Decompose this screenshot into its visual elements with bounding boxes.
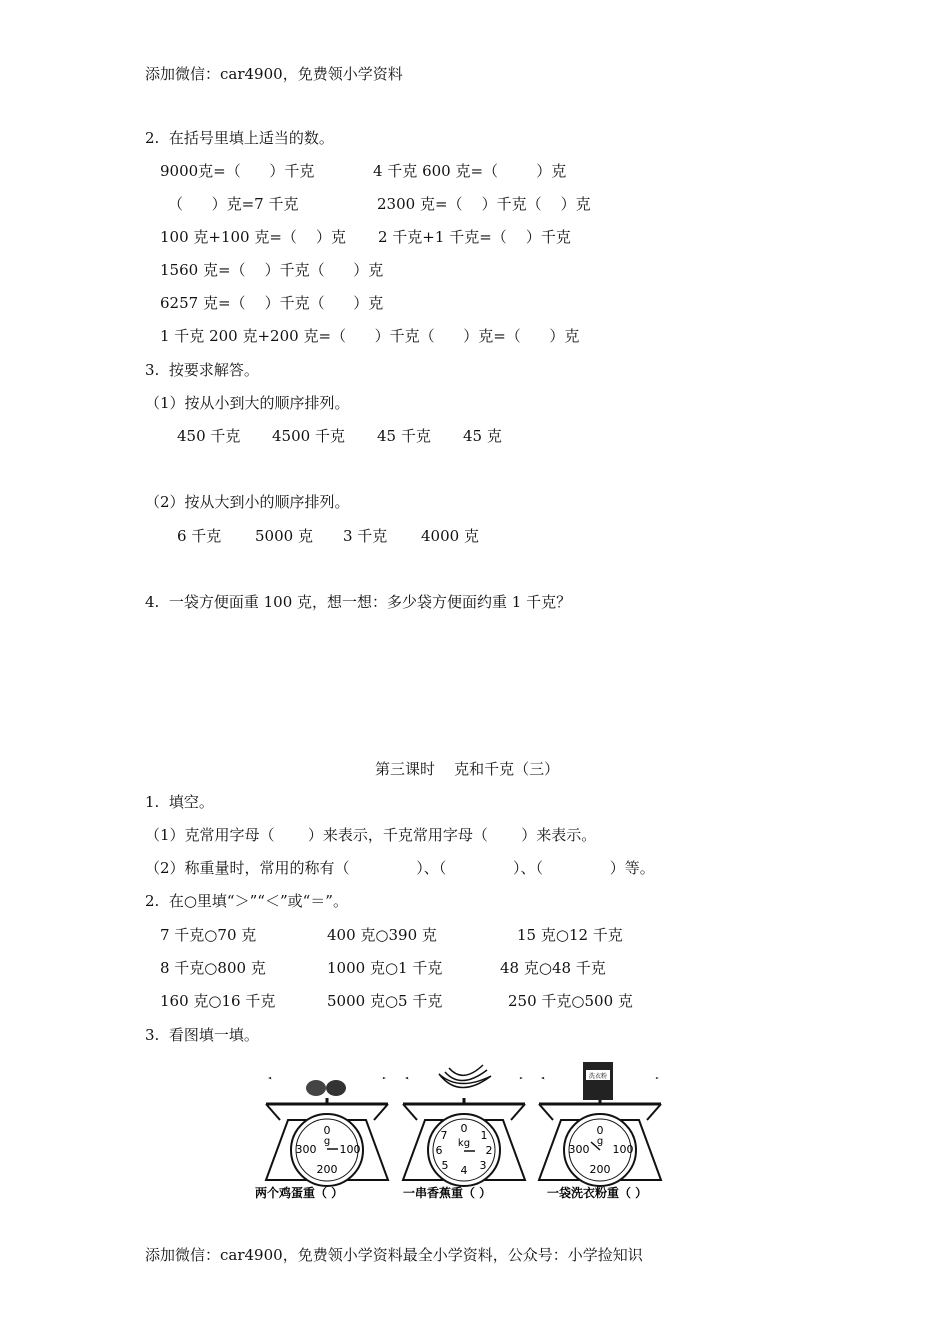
q2-row1-right: 4 千克 600 克=（ ）克 — [373, 162, 567, 180]
p2-q1-title: 1. 填空。 — [145, 793, 214, 811]
q2-row2-left: （ ）克=7 千克 — [168, 195, 299, 213]
svg-text:100: 100 — [612, 1143, 634, 1156]
compare-item: 48 克○48 千克 — [500, 959, 606, 977]
question-4-title: 4. 一袋方便面重 100 克，想一想：多少袋方便面约重 1 千克？ — [145, 593, 572, 611]
svg-text:100: 100 — [339, 1143, 361, 1156]
q3-sub2-item: 4000 克 — [421, 527, 479, 545]
question-2-title: 2. 在括号里填上适当的数。 — [145, 129, 334, 147]
p2-q3-title: 3. 看图填一填。 — [145, 1026, 259, 1044]
q2-row6: 1 千克 200 克+200 克=（ ）千克（ ）克=（ ）克 — [160, 327, 580, 345]
banana-scale — [403, 1065, 525, 1186]
egg-scale — [266, 1066, 388, 1186]
q2-row3-left: 100 克+100 克=（ ）克 — [160, 228, 347, 246]
svg-text:7: 7 — [440, 1129, 448, 1142]
compare-item: 5000 克○5 千克 — [327, 992, 443, 1010]
scale-label: 一串香蕉重（ ） — [403, 1186, 492, 1200]
svg-text:300: 300 — [568, 1143, 590, 1156]
compare-item: 400 克○390 克 — [327, 926, 437, 944]
q2-row1-left: 9000克=（ ）千克 — [160, 162, 315, 180]
scale-label: 两个鸡蛋重（ ） — [255, 1186, 344, 1200]
svg-text:0: 0 — [596, 1124, 604, 1137]
q3-sub1-item: 45 千克 — [377, 427, 431, 445]
q3-sub2-item: 6 千克 — [177, 527, 222, 545]
question-3-title: 3. 按要求解答。 — [145, 361, 259, 379]
svg-text:kg: kg — [457, 1138, 471, 1149]
svg-text:300: 300 — [295, 1143, 317, 1156]
page-footer: 添加微信：car4900，免费领小学资料最全小学资料，公众号：小学捡知识 — [145, 1246, 643, 1264]
q3-sub1-item: 450 千克 — [177, 427, 241, 445]
p2-q2-title: 2. 在○里填“＞”“＜”或“＝”。 — [145, 892, 348, 910]
egg-icon — [326, 1080, 346, 1096]
q3-sub1-item: 4500 千克 — [272, 427, 345, 445]
scales-figure — [255, 1058, 695, 1203]
compare-item: 1000 克○1 千克 — [327, 959, 443, 977]
q3-sub2-item: 5000 克 — [255, 527, 313, 545]
p2-q1-line2: （2）称重量时，常用的称有（ ）、（ ）、（ ）等。 — [145, 859, 655, 877]
compare-item: 15 克○12 千克 — [517, 926, 623, 944]
svg-text:洗衣粉: 洗衣粉 — [588, 1073, 608, 1080]
q2-row4: 1560 克=（ ）千克（ ）克 — [160, 261, 384, 279]
q3-sub2-title: （2）按从大到小的顺序排列。 — [145, 493, 350, 511]
q3-sub2-item: 3 千克 — [343, 527, 388, 545]
svg-text:g: g — [323, 1136, 331, 1147]
svg-text:0: 0 — [460, 1122, 468, 1135]
svg-text:4: 4 — [460, 1164, 468, 1177]
compare-item: 160 克○16 千克 — [160, 992, 276, 1010]
scale-label: 一袋洗衣粉重（ ） — [547, 1186, 648, 1200]
svg-text:1: 1 — [480, 1129, 488, 1142]
detergent-bag-icon — [583, 1062, 613, 1100]
q2-row2-right: 2300 克=（ ）千克（ ）克 — [377, 195, 591, 213]
egg-icon — [306, 1080, 326, 1096]
q2-row5: 6257 克=（ ）千克（ ）克 — [160, 294, 384, 312]
q3-sub1-title: （1）按从小到大的顺序排列。 — [145, 394, 350, 412]
svg-text:2: 2 — [485, 1144, 493, 1157]
compare-item: 7 千克○70 克 — [160, 926, 257, 944]
compare-item: 8 千克○800 克 — [160, 959, 266, 977]
svg-text:g: g — [596, 1136, 604, 1147]
svg-text:200: 200 — [316, 1163, 338, 1176]
svg-text:3: 3 — [479, 1159, 487, 1172]
svg-text:6: 6 — [435, 1144, 443, 1157]
svg-text:0: 0 — [323, 1124, 331, 1137]
p2-q1-line1: （1）克常用字母（ ）来表示，千克常用字母（ ）来表示。 — [145, 826, 597, 844]
lesson-title: 第三课时 克和千克（三） — [375, 760, 560, 778]
svg-text:5: 5 — [441, 1159, 449, 1172]
compare-item: 250 千克○500 克 — [508, 992, 633, 1010]
svg-text:200: 200 — [589, 1163, 611, 1176]
q2-row3-right: 2 千克+1 千克=（ ）千克 — [378, 228, 571, 246]
page-header: 添加微信：car4900，免费领小学资料 — [145, 65, 403, 83]
detergent-scale — [539, 1062, 661, 1186]
q3-sub1-item: 45 克 — [463, 427, 502, 445]
